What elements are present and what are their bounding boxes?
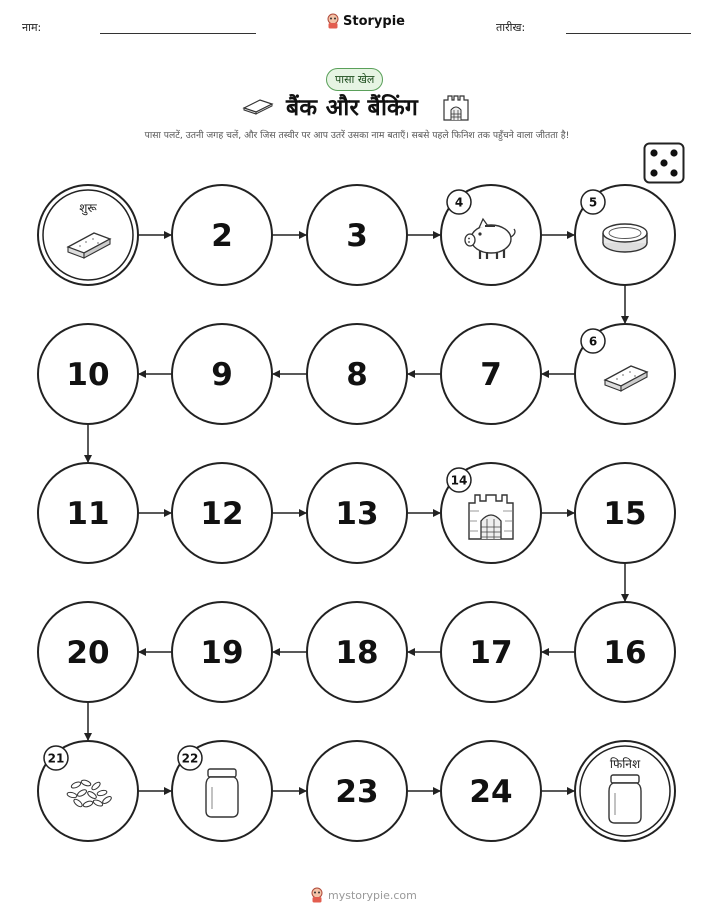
space-number: 9: [211, 357, 233, 393]
space-number: 3: [346, 218, 368, 254]
board-space-10[interactable]: [38, 324, 138, 424]
board-space-6[interactable]: [575, 324, 675, 424]
board-space-11[interactable]: [38, 463, 138, 563]
board-space-22[interactable]: [172, 741, 272, 841]
start-space[interactable]: [38, 185, 138, 285]
board-space-4[interactable]: [441, 185, 541, 285]
space-number: 20: [66, 635, 110, 671]
space-number: 10: [66, 357, 110, 393]
page-title: बैंक और बैंकिंग: [286, 95, 419, 121]
board-space-2[interactable]: [172, 185, 272, 285]
date-label: तारीख:: [496, 21, 526, 34]
space-number: 11: [66, 496, 110, 532]
space-number-badge: 5: [588, 195, 598, 210]
coin-icon: [603, 224, 647, 252]
space-number: 16: [603, 635, 647, 671]
board-space-5[interactable]: [575, 185, 675, 285]
board-space-23[interactable]: [307, 741, 407, 841]
board-space-16[interactable]: [575, 602, 675, 702]
space-number: 7: [480, 357, 502, 393]
space-number: 8: [346, 357, 368, 393]
space-number: 24: [469, 774, 513, 810]
space-number: 2: [211, 218, 233, 254]
footer: [310, 887, 417, 903]
space-number-badge: 6: [588, 334, 598, 349]
finish-label: फिनिश: [609, 757, 641, 771]
space-number: 23: [335, 774, 379, 810]
space-number-badge: 21: [47, 751, 65, 766]
board-space-9[interactable]: [172, 324, 272, 424]
name-label: नाम:: [22, 21, 42, 34]
space-number-badge: 22: [181, 751, 199, 766]
space-number: 17: [469, 635, 513, 671]
space-number: 15: [603, 496, 647, 532]
space-number: 19: [200, 635, 244, 671]
footer-url[interactable]: mystorypie.com: [328, 888, 417, 902]
space-number: 18: [335, 635, 379, 671]
game-type-badge: पासा खेल: [326, 68, 383, 91]
castle-vault-icon: [469, 495, 513, 539]
finish-space[interactable]: [575, 741, 675, 841]
space-number-badge: 4: [454, 195, 464, 210]
start-label: शुरू: [79, 201, 97, 215]
board-space-24[interactable]: [441, 741, 541, 841]
board-space-18[interactable]: [307, 602, 407, 702]
board-space-21[interactable]: [38, 741, 138, 841]
jar-icon: [609, 775, 641, 823]
storypie-mascot-icon: [310, 887, 324, 903]
board-space-20[interactable]: [38, 602, 138, 702]
space-number-badge: 14: [450, 473, 468, 488]
brand-name: Storypie: [343, 13, 405, 29]
board-space-8[interactable]: [307, 324, 407, 424]
jar-icon: [206, 769, 238, 817]
board-space-17[interactable]: [441, 602, 541, 702]
board-space-15[interactable]: [575, 463, 675, 563]
space-number: 12: [200, 496, 244, 532]
board-space-19[interactable]: [172, 602, 272, 702]
board-space-7[interactable]: [441, 324, 541, 424]
board-space-13[interactable]: [307, 463, 407, 563]
board-space-12[interactable]: [172, 463, 272, 563]
space-number: 13: [335, 496, 379, 532]
board-space-3[interactable]: [307, 185, 407, 285]
board-space-14[interactable]: [441, 463, 541, 563]
instructions-text: पासा पलटें, उतनी जगह चलें, और जिस तस्वीर पर आप उतरें उसका नाम बताएँ। सबसे पहले फिनिश तक पहुँचने वाला जीतता है!: [144, 130, 570, 141]
